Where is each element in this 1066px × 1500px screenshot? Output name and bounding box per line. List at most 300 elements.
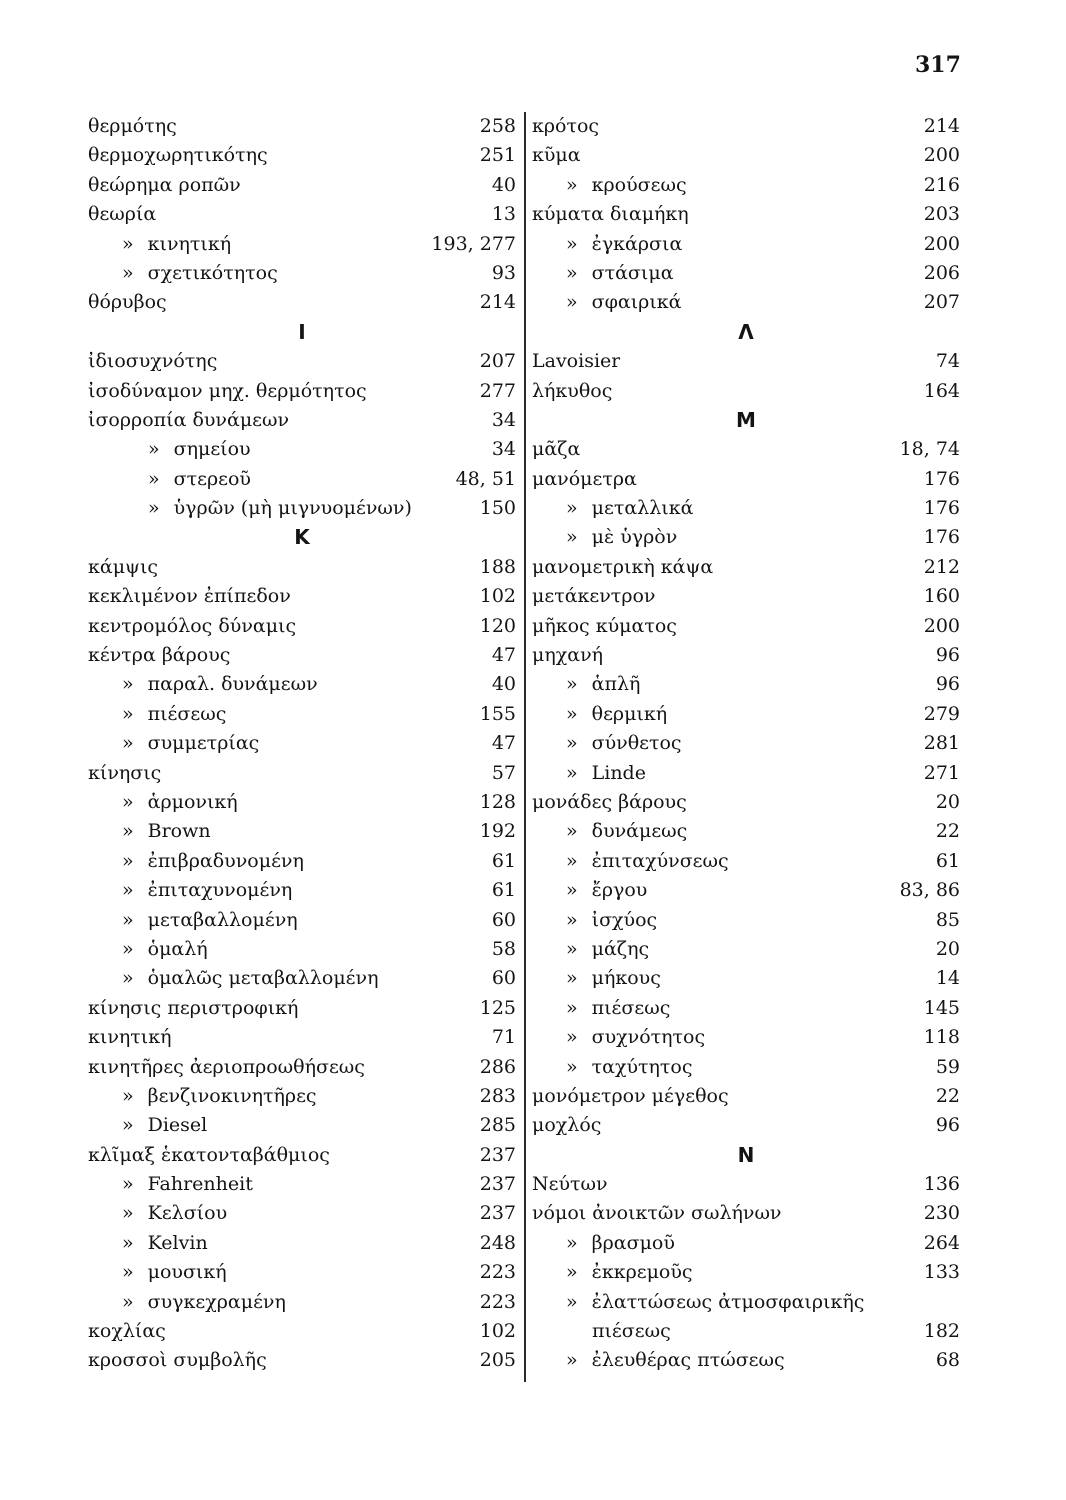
index-entry (532, 817, 960, 846)
index-page-ref: 155 (479, 702, 516, 725)
ditto-mark: » (122, 1173, 134, 1196)
index-page-ref: 60 (491, 908, 516, 931)
ditto-mark: » (122, 261, 134, 284)
index-term-text: μὲ ὑγρὸν (591, 526, 678, 549)
index-page-ref: 40 (491, 673, 516, 696)
index-page-ref: 93 (491, 261, 516, 284)
index-page-ref: 13 (491, 203, 516, 226)
ditto-mark: » (566, 1231, 578, 1254)
index-entry (532, 230, 960, 259)
index-entry (88, 1346, 516, 1375)
index-term (88, 1199, 227, 1228)
index-term (88, 817, 211, 846)
index-page-ref: 71 (491, 1026, 516, 1049)
index-entry (88, 1023, 516, 1052)
index-entry (532, 612, 960, 641)
index-term-text: μοχλός (532, 1114, 602, 1137)
index-entry (88, 1170, 516, 1199)
index-page-ref: 164 (923, 379, 960, 402)
index-entry (88, 200, 516, 229)
index-term (532, 200, 689, 229)
index-page-ref: 20 (935, 790, 960, 813)
ditto-mark: » (148, 438, 160, 461)
index-entry (88, 670, 516, 699)
index-term (88, 1141, 330, 1170)
index-term-text: θόρυβος (88, 291, 167, 314)
ditto-mark: » (566, 996, 578, 1019)
index-term-text: σημείου (173, 438, 251, 461)
index-page-ref: 248 (479, 1231, 516, 1254)
ditto-mark: » (566, 526, 578, 549)
index-page-ref: 128 (479, 790, 516, 813)
ditto-mark: » (122, 820, 134, 843)
index-entry (532, 1229, 960, 1258)
index-term (88, 1317, 166, 1346)
index-page-ref: 85 (935, 908, 960, 931)
index-page-ref: 22 (935, 820, 960, 843)
column-divider (524, 112, 526, 1382)
index-term-text: Νεύτων (532, 1173, 608, 1196)
ditto-mark: » (122, 1202, 134, 1225)
index-entry (532, 1317, 960, 1346)
index-term-text: δυνάμεως (591, 820, 688, 843)
index-term (532, 759, 646, 788)
index-page-ref: 20 (935, 937, 960, 960)
index-page-ref: 271 (923, 761, 960, 784)
index-term-text: ἐγκάρσια (591, 232, 683, 255)
index-term-text: σύνθετος (591, 732, 682, 755)
index-term (88, 1170, 253, 1199)
index-term-text: ἰσορροπία δυνάμεων (88, 408, 290, 431)
index-term (532, 700, 667, 729)
index-entry (88, 935, 516, 964)
index-term (532, 112, 599, 141)
index-page-ref: 203 (923, 203, 960, 226)
index-page-ref: 258 (479, 115, 516, 137)
index-term-text: Diesel (147, 1114, 208, 1137)
ditto-mark: » (122, 879, 134, 902)
index-term (532, 523, 677, 552)
index-term (88, 641, 230, 670)
index-term-text: ἐπιταχύνσεως (591, 849, 729, 872)
index-term (88, 435, 251, 464)
index-term (532, 847, 729, 876)
ditto-mark: » (566, 497, 578, 520)
index-entry (88, 876, 516, 905)
index-page-ref: 281 (923, 732, 960, 755)
index-entry (88, 553, 516, 582)
index-term-text: βρασμοῦ (591, 1231, 675, 1254)
index-term (532, 1258, 693, 1287)
index-entry (532, 641, 960, 670)
index-entry (532, 1258, 960, 1287)
page-number: 317 (915, 52, 961, 78)
ditto-mark: » (122, 673, 134, 696)
index-term-text: κινητῆρες ἀεριοπροωθήσεως (88, 1055, 365, 1078)
index-page-ref: 176 (923, 497, 960, 520)
index-term (88, 1229, 208, 1258)
index-entry (532, 700, 960, 729)
index-term (88, 759, 161, 788)
index-term-text: κεντρομόλος δύναμις (88, 614, 297, 637)
index-term (88, 964, 378, 993)
index-term-text: ταχύτητος (591, 1055, 693, 1078)
index-term-text: θερμική (591, 702, 668, 725)
ditto-mark: » (122, 1084, 134, 1107)
index-entry (532, 1170, 960, 1199)
index-entry (532, 670, 960, 699)
index-entry (532, 906, 960, 935)
index-page-ref: 206 (923, 261, 960, 284)
index-page-ref: 264 (923, 1231, 960, 1254)
index-entry (532, 200, 960, 229)
index-term (532, 994, 670, 1023)
index-entry (532, 259, 960, 288)
index-term (88, 906, 298, 935)
index-term-text: Lavoisier (532, 350, 621, 373)
index-term-text: κρότος (532, 115, 600, 137)
index-term (532, 288, 682, 317)
index-page-ref: 59 (935, 1055, 960, 1078)
index-entry (88, 465, 516, 494)
index-page-ref: 118 (923, 1026, 960, 1049)
index-term-text: κέντρα βάρους (88, 644, 231, 667)
index-page-ref: 57 (491, 761, 516, 784)
index-page-ref: 47 (491, 732, 516, 755)
index-term (532, 876, 647, 905)
index-page-ref: 60 (491, 967, 516, 990)
index-term (532, 729, 682, 758)
index-term-text: κίνησις (88, 761, 162, 784)
index-term-text: κοχλίας (88, 1320, 166, 1343)
index-term (88, 1258, 227, 1287)
index-term-text: μῆκος κύματος (532, 614, 677, 637)
index-entry (88, 641, 516, 670)
index-term-text: ἁπλῆ (591, 673, 641, 696)
index-page-ref: 237 (479, 1173, 516, 1196)
index-term-text: μάζης (591, 937, 650, 960)
index-entry (88, 377, 516, 406)
index-term-text: πιέσεως (592, 1320, 671, 1343)
index-term (88, 494, 412, 523)
index-page-ref: 125 (479, 996, 516, 1019)
index-term (88, 377, 367, 406)
index-term (88, 200, 156, 229)
index-term (88, 553, 158, 582)
index-term-text: Brown (147, 820, 211, 843)
index-term-text: ἐπιβραδυνομένη (147, 849, 304, 872)
index-term (532, 377, 612, 406)
index-page-ref: 96 (935, 673, 960, 696)
index-entry (88, 259, 516, 288)
index-entry (532, 523, 960, 552)
index-term-text: κροσσοὶ συμβολῆς (88, 1349, 267, 1372)
index-page-ref: 61 (935, 849, 960, 872)
index-page-ref: 216 (923, 173, 960, 196)
index-page-ref: 176 (923, 526, 960, 549)
index-term (88, 465, 251, 494)
ditto-mark: » (122, 1290, 134, 1313)
index-term (88, 1023, 171, 1052)
ditto-mark: » (566, 702, 578, 725)
index-page-ref: 237 (479, 1143, 516, 1166)
index-entry (88, 288, 516, 317)
index-page-ref: 285 (479, 1114, 516, 1137)
index-page-ref: 34 (491, 408, 516, 431)
index-page-ref: 192 (479, 820, 516, 843)
index-term (532, 259, 674, 288)
index-entry (532, 935, 960, 964)
index-term-text: κίνησις περιστροφική (88, 996, 299, 1019)
index-term-text: ἐλαττώσεως ἀτμοσφαιρικῆς (591, 1290, 865, 1313)
index-entry (88, 700, 516, 729)
index-entry (532, 112, 960, 141)
index-term-text: ὑγρῶν (μὴ μιγνυομένων) (173, 497, 412, 520)
index-term-text: ἔργου (591, 879, 648, 902)
index-entry (88, 406, 516, 435)
ditto-mark: » (566, 232, 578, 255)
index-term (532, 906, 657, 935)
index-term (532, 465, 637, 494)
index-term-text: συγκεχραμένη (147, 1290, 286, 1313)
index-term (532, 347, 620, 376)
index-page-ref: 283 (479, 1084, 516, 1107)
index-entry (88, 1258, 516, 1287)
index-term-text: κάμψις (88, 555, 159, 578)
index-term-text: στερεοῦ (173, 467, 251, 490)
index-entry (88, 759, 516, 788)
index-term-text: θεωρία (88, 203, 157, 226)
index-term-text: Kelvin (147, 1231, 208, 1254)
index-term-text: κλῖμαξ ἑκατονταβάθμιος (88, 1143, 330, 1166)
index-term-text: μανόμετρα (532, 467, 637, 490)
index-entry (532, 435, 960, 464)
index-entry (88, 964, 516, 993)
index-page-ref: 68 (935, 1349, 960, 1372)
index-term-text: ἰσοδύναμον μηχ. θερμότητος (88, 379, 367, 402)
section-letter: Ν (737, 1142, 755, 1167)
index-page-ref: 200 (923, 232, 960, 255)
index-term-text: μετάκεντρον (532, 585, 656, 608)
index-page-ref: 133 (923, 1261, 960, 1284)
index-term (88, 112, 177, 141)
ditto-mark: » (566, 673, 578, 696)
index-term-text: Linde (591, 761, 646, 784)
index-page-ref: 61 (491, 849, 516, 872)
index-page-ref: 223 (479, 1261, 516, 1284)
index-term-text: σφαιρικά (591, 291, 682, 314)
index-page-ref: 136 (923, 1173, 960, 1196)
ditto-mark: » (566, 1290, 578, 1313)
ditto-mark: » (122, 967, 134, 990)
index-term (532, 1229, 675, 1258)
index-term (88, 670, 318, 699)
index-entry (88, 112, 516, 141)
index-term (532, 1023, 705, 1052)
index-page-ref: 286 (479, 1055, 516, 1078)
index-entry (88, 347, 516, 376)
index-term-text: Κελσίου (147, 1202, 228, 1225)
index-column-left (88, 112, 516, 1376)
index-term (88, 935, 208, 964)
index-page-ref: 96 (935, 1114, 960, 1137)
index-term (532, 1082, 729, 1111)
ditto-mark: » (122, 937, 134, 960)
index-term (532, 1053, 693, 1082)
index-page-ref: 251 (479, 144, 516, 167)
index-page-ref: 18, 74 (899, 438, 960, 461)
index-term (532, 1288, 864, 1317)
index-term (88, 347, 217, 376)
index-page-ref: 102 (479, 585, 516, 608)
index-entry (532, 347, 960, 376)
index-page-ref: 48, 51 (455, 467, 516, 490)
index-term-text: πιέσεως (591, 996, 671, 1019)
index-page-ref: 120 (479, 614, 516, 637)
index-entry (88, 906, 516, 935)
section-letter: Κ (294, 525, 310, 550)
ditto-mark: » (566, 261, 578, 284)
index-entry (88, 141, 516, 170)
index-term-text: Fahrenheit (147, 1173, 253, 1196)
ditto-mark: » (122, 232, 134, 255)
ditto-mark: » (148, 467, 160, 490)
index-term (88, 1288, 286, 1317)
index-page-ref: 230 (923, 1202, 960, 1225)
index-page-ref: 214 (479, 291, 516, 314)
index-term-text: ἐπιταχυνομένη (147, 879, 293, 902)
index-term (88, 700, 226, 729)
index-term-text: ὁμαλῶς μεταβαλλομένη (147, 967, 379, 990)
ditto-mark: » (566, 173, 578, 196)
index-term (532, 1111, 601, 1140)
index-entry (532, 1053, 960, 1082)
index-term-text: παραλ. δυνάμεων (147, 673, 318, 696)
index-term (532, 612, 677, 641)
index-entry (88, 788, 516, 817)
index-page-ref: 200 (923, 614, 960, 637)
index-entry (532, 465, 960, 494)
index-entry (88, 612, 516, 641)
index-entry (532, 288, 960, 317)
ditto-mark: » (122, 1261, 134, 1284)
index-term (532, 553, 713, 582)
ditto-mark: » (566, 820, 578, 843)
index-entry (532, 1288, 960, 1317)
index-term (88, 1111, 207, 1140)
index-term-text: μονάδες βάρους (532, 790, 687, 813)
index-term-text: ὁμαλή (147, 937, 208, 960)
index-entry (88, 435, 516, 464)
index-term-text: θερμότης (88, 115, 177, 137)
index-entry (532, 171, 960, 200)
ditto-mark: » (566, 937, 578, 960)
index-term-text: κινητική (88, 1026, 172, 1049)
index-term (88, 259, 278, 288)
index-term (532, 670, 640, 699)
index-entry (88, 1288, 516, 1317)
index-page-ref: 14 (935, 967, 960, 990)
index-entry (532, 1023, 960, 1052)
index-entry (532, 1346, 960, 1375)
ditto-mark: » (122, 1114, 134, 1137)
section-letter: Μ (736, 407, 756, 432)
index-term (88, 876, 292, 905)
index-term-text: ἐλευθέρας πτώσεως (591, 1349, 785, 1372)
index-term-text: ἰδιοσυχνότης (88, 350, 218, 373)
index-term (88, 788, 238, 817)
index-entry (88, 171, 516, 200)
index-term (88, 847, 304, 876)
index-term-text: μεταλλικά (591, 497, 694, 520)
index-page-ref: 205 (479, 1349, 516, 1372)
index-term (88, 1346, 267, 1375)
index-term (532, 641, 603, 670)
index-entry (532, 876, 960, 905)
index-page-ref: 176 (923, 467, 960, 490)
index-entry (88, 994, 516, 1023)
index-term (532, 1346, 785, 1375)
index-page-ref: 214 (923, 115, 960, 137)
index-term (532, 494, 693, 523)
index-term-text: μηχανή (532, 644, 604, 667)
index-page-ref: 74 (935, 350, 960, 373)
index-term-text: κῦμα (532, 144, 581, 167)
index-term-text: θερμοχωρητικότης (88, 144, 268, 167)
index-term (88, 612, 296, 641)
index-term-text: μᾶζα (532, 438, 581, 461)
index-page-ref: 61 (491, 879, 516, 902)
index-entry (532, 1199, 960, 1228)
index-page-ref: 212 (923, 555, 960, 578)
index-term-text: νόμοι ἀνοικτῶν σωλήνων (532, 1202, 782, 1225)
index-page-ref: 47 (491, 644, 516, 667)
index-term (88, 230, 231, 259)
index-page-ref: 96 (935, 644, 960, 667)
index-term (532, 230, 682, 259)
index-page-ref: 182 (923, 1320, 960, 1343)
ditto-mark: » (566, 1026, 578, 1049)
index-term (532, 964, 661, 993)
index-term (88, 994, 298, 1023)
ditto-mark: » (566, 908, 578, 931)
index-page-ref: 207 (479, 350, 516, 373)
index-term-text: λήκυθος (532, 379, 613, 402)
index-term-text: σχετικότητος (147, 261, 278, 284)
index-term (532, 435, 580, 464)
index-term (532, 1199, 782, 1228)
index-entry (532, 494, 960, 523)
ditto-mark: » (566, 849, 578, 872)
index-term-text: μουσική (147, 1261, 227, 1284)
index-term-text: βενζινοκινητῆρες (147, 1084, 317, 1107)
index-term (532, 817, 687, 846)
index-entry (532, 377, 960, 406)
index-entry (532, 141, 960, 170)
index-entry (532, 994, 960, 1023)
index-page-ref: 145 (923, 996, 960, 1019)
index-page-ref: 200 (923, 144, 960, 167)
index-page-ref: 277 (479, 379, 516, 402)
index-term-text: στάσιμα (591, 261, 674, 284)
index-term-text: μεταβαλλομένη (147, 908, 298, 931)
index-entry (88, 1111, 516, 1140)
ditto-mark: » (148, 497, 160, 520)
index-page-ref: 279 (923, 702, 960, 725)
index-term-text: ἁρμονική (147, 790, 238, 813)
index-term-text: μονόμετρον μέγεθος (532, 1084, 729, 1107)
ditto-mark: » (566, 761, 578, 784)
